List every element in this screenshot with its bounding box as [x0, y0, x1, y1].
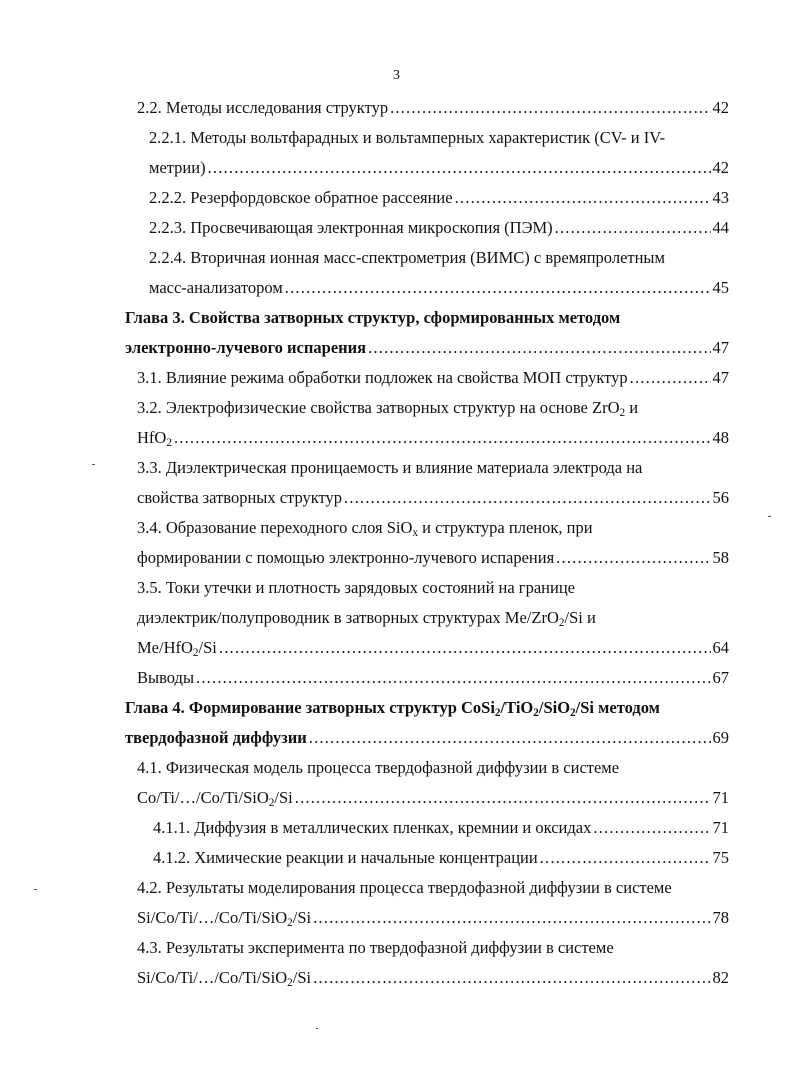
toc-entry-2-2-1-line2[interactable] [149, 156, 729, 180]
toc-chapter-4-line1[interactable] [125, 696, 729, 720]
dot-leader [593, 816, 710, 840]
toc-chapter-3-line1[interactable] [125, 306, 729, 330]
toc-entry-3-1[interactable] [137, 366, 729, 390]
toc-entry-2-2-1-line1[interactable] [149, 126, 729, 150]
toc-entry-4-1-line1[interactable] [137, 756, 729, 780]
toc-page: 75 [712, 848, 729, 867]
toc-entry-4-1-line2[interactable] [137, 786, 729, 810]
toc-entry-3-4-line1[interactable] [137, 516, 729, 540]
toc-title: 2.2.3. Просвечивающая электронная микроскопия (ПЭМ) [149, 218, 553, 237]
toc-page: 64 [712, 638, 729, 657]
toc-entry-3-2-line1[interactable] [137, 396, 729, 420]
toc-entry-3-5-line1[interactable] [137, 576, 729, 600]
toc-page: 47 [712, 338, 729, 357]
toc-title-cont: свойства затворных структур [137, 488, 343, 507]
toc-page: 71 [712, 818, 729, 837]
toc-title-cont: HfO$_2$ [137, 428, 172, 449]
chapter-title-cont: твердофазной диффузии [125, 728, 307, 747]
toc-entry-2-2-4-line1[interactable] [149, 246, 729, 270]
toc-entry-4-1-1[interactable] [153, 816, 729, 840]
scan-speck [92, 464, 95, 465]
dot-leader [309, 726, 711, 750]
toc-entry-2-2-3[interactable] [149, 216, 729, 240]
chapter-title: Глава 3. Свойства затворных структур, сформированных методом [125, 308, 621, 327]
toc-entry-3-3-line2[interactable] [137, 486, 729, 510]
dot-leader [555, 216, 711, 240]
scan-speck [768, 516, 771, 517]
toc-entry-conclusions-3[interactable] [137, 666, 729, 690]
toc-entry-4-3-line1[interactable] [137, 936, 729, 960]
toc-title: 3.5. Токи утечки и плотность зарядовых состояний на границе [137, 578, 575, 597]
toc-entry-2-2[interactable] [137, 96, 729, 120]
toc-entry-4-1-2[interactable] [153, 846, 729, 870]
toc-title: 3.1. Влияние режима обработки подложек на свойства МОП структур [137, 368, 628, 387]
toc-title: 2.2. Методы исследования структур [137, 98, 389, 117]
toc-page: 43 [712, 188, 729, 207]
dot-leader [196, 666, 710, 690]
toc-page: 56 [712, 488, 729, 507]
toc-page: 42 [712, 98, 729, 117]
toc-page: 45 [712, 278, 729, 297]
toc-title-cont: масс-анализатором [149, 278, 283, 297]
toc-title: 4.1.2. Химические реакции и начальные концентрации [153, 848, 538, 867]
toc-title: 4.1. Физическая модель процесса твердофазной диффузии в системе [137, 758, 620, 777]
toc-title-cont: Me/HfO$_2$/Si [137, 638, 217, 659]
dot-leader [630, 366, 711, 390]
toc-page: 58 [712, 548, 729, 567]
dot-leader [556, 546, 710, 570]
chapter-title: Глава 4. Формирование затворных структур CoSi$_2$/TiO$_2$/SiO$_2$/Si методом [125, 698, 660, 719]
toc-page: 82 [712, 968, 729, 987]
toc-title: 2.2.2. Резерфордовское обратное рассеяние [149, 188, 453, 207]
toc-title: 2.2.4. Вторичная ионная масс-спектрометрия (ВИМС) с времяпролетным [149, 248, 665, 267]
toc-title-cont: Si/Co/Ti/…/Co/Ti/SiO$_2$/Si [137, 908, 312, 929]
dot-leader [390, 96, 710, 120]
toc-page: 67 [712, 668, 729, 687]
toc-entry-4-2-line1[interactable] [137, 876, 729, 900]
toc-chapter-4-line2[interactable] [125, 726, 729, 750]
chapter-title-cont: электронно-лучевого испарения [125, 338, 367, 357]
toc-title-cont: Si/Co/Ti/…/Co/Ti/SiO$_2$/Si [137, 968, 312, 989]
toc-chapter-3-line2[interactable] [125, 336, 729, 360]
toc-title-cont: формировании с помощью электронно-лучевого испарения [137, 548, 555, 567]
toc-title: 4.1.1. Диффузия в металлических пленках, кремнии и оксидах [153, 818, 592, 837]
dot-leader [455, 186, 711, 210]
dot-leader [295, 786, 711, 810]
toc-page: 48 [712, 428, 729, 447]
toc-title-cont: Co/Ti/…/Co/Ti/SiO$_2$/Si [137, 788, 293, 809]
toc-entry-3-5-line3[interactable] [137, 636, 729, 660]
dot-leader [208, 156, 711, 180]
dot-leader [313, 906, 710, 930]
toc-entry-2-2-2[interactable] [149, 186, 729, 210]
toc-page: 71 [712, 788, 729, 807]
dot-leader [313, 966, 710, 990]
toc-entry-3-3-line1[interactable] [137, 456, 729, 480]
scan-speck [316, 1028, 318, 1029]
dot-leader [368, 336, 710, 360]
dot-leader [285, 276, 711, 300]
toc-title-cont: диэлектрик/полупроводник в затворных структурах Me/ZrO$_2$/Si и [137, 608, 596, 629]
toc-page: 47 [712, 368, 729, 387]
scan-speck [34, 889, 37, 890]
toc-title: 3.4. Образование переходного слоя SiO$_x$ и структура пленок, при [137, 518, 593, 539]
toc-entry-4-2-line2[interactable] [137, 906, 729, 930]
page-number: 3 [393, 68, 400, 83]
toc-entry-2-2-4-line2[interactable] [149, 276, 729, 300]
toc-title: Выводы [137, 668, 195, 687]
toc-entry-3-2-line2[interactable] [137, 426, 729, 450]
dot-leader [219, 636, 711, 660]
toc-title-cont: метрии) [149, 158, 206, 177]
toc-entry-3-4-line2[interactable] [137, 546, 729, 570]
dot-leader [540, 846, 711, 870]
toc-page: 42 [712, 158, 729, 177]
dot-leader [174, 426, 711, 450]
toc-entry-3-5-line2[interactable] [137, 606, 729, 630]
toc-page: 69 [712, 728, 729, 747]
toc-page: 78 [712, 908, 729, 927]
toc-title: 4.3. Результаты эксперимента по твердофазной диффузии в системе [137, 938, 614, 957]
toc-title: 2.2.1. Методы вольтфарадных и вольтамперных характеристик (CV- и IV- [149, 128, 666, 147]
toc-title: 4.2. Результаты моделирования процесса твердофазной диффузии в системе [137, 878, 672, 897]
toc-title: 3.3. Диэлектрическая проницаемость и влияние материала электрода на [137, 458, 643, 477]
dot-leader [344, 486, 710, 510]
toc-entry-4-3-line2[interactable] [137, 966, 729, 990]
toc-page: 44 [712, 218, 729, 237]
toc-title: 3.2. Электрофизические свойства затворных структур на основе ZrO$_2$ и [137, 398, 639, 419]
